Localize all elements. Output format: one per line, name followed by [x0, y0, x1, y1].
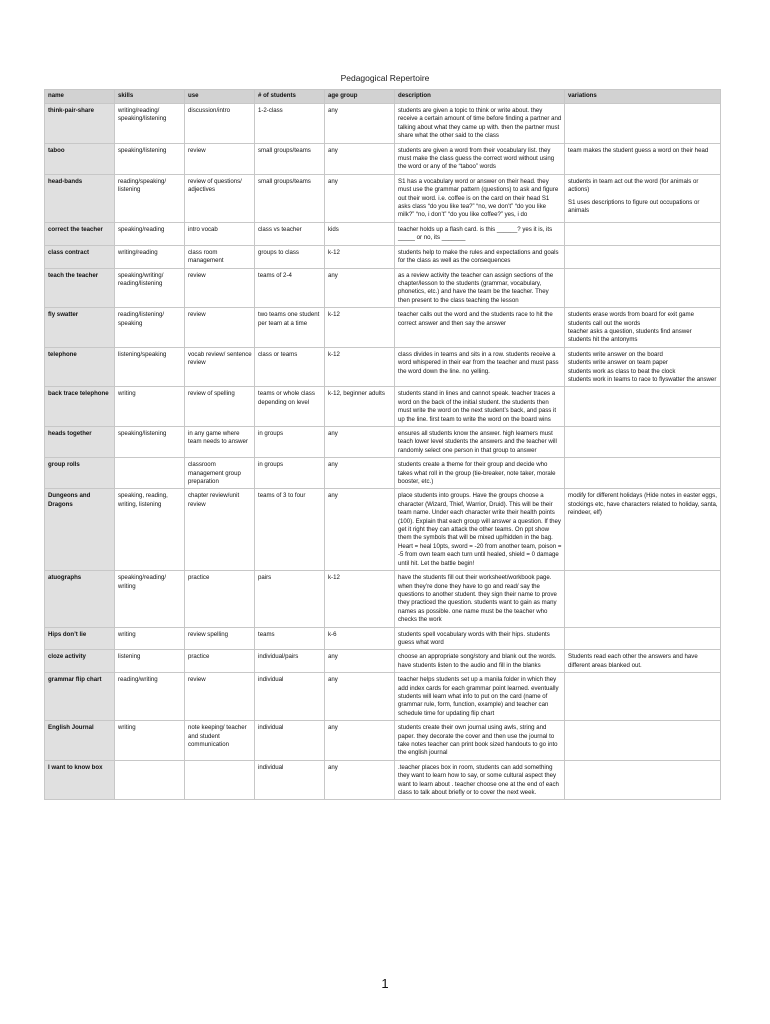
name-cell: Dungeons and Dragons [45, 489, 115, 571]
students-cell: small groups/teams [255, 143, 325, 174]
header-variations: variations [565, 90, 721, 104]
name-cell: telephone [45, 347, 115, 387]
variation-line: students in team act out the word (for animals or actions) [568, 177, 699, 194]
repertoire-table [44, 89, 721, 800]
table-body [45, 104, 721, 800]
description-cell: students spell vocabulary words with their hips. students guess what word [395, 627, 565, 650]
use-cell: discussion/intro [185, 104, 255, 144]
variation-line: students write answer on team paper [568, 359, 668, 367]
header-use: use [185, 90, 255, 104]
table-row [45, 387, 721, 427]
variations-cell [565, 104, 721, 144]
table-row [45, 174, 721, 222]
students-cell: pairs [255, 571, 325, 627]
students-cell: 1-2-class [255, 104, 325, 144]
age-group-cell: k-12 [325, 571, 395, 627]
skills-cell: reading/listening/ speaking [115, 308, 185, 348]
skills-cell: writing [115, 627, 185, 650]
table-row [45, 347, 721, 387]
table-row [45, 489, 721, 571]
variations-cell [565, 143, 721, 174]
age-group-cell: any [325, 489, 395, 571]
description-cell: students are given a topic to think or write about. they receive a certain amount of time before finding a partner and talking about what they came up with. then the partner must share what the other said to the class [395, 104, 565, 144]
skills-cell: reading/speaking/ listening [115, 174, 185, 222]
name-cell: correct the teacher [45, 222, 115, 245]
table-row [45, 673, 721, 721]
description-cell: ensures all students know the answer. high learners must teach lower level students the answers and the teacher will randomly select one person in that group to answer [395, 427, 565, 458]
description-cell: have the students fill out their worksheet/workbook page. when they’re done they have to go and read/ say the questions to another student. they sign their name to prove they practiced the question. students want to gain as many names as possible. one name must be the teacher who checks the work [395, 571, 565, 627]
description-cell: place students into groups. Have the groups choose a character (Wizard, Thief, Warrior, Druid). This will be their team name. Under each character write their health points (100). Explain that each group will answer a question. If they get it right they can attack the other teams. On ppt show them the symbols that will be mixed up/hidden in the bag. Heart = heal 10pts, sword = -20 from another team, poison = -5 from own team each turn until healed, shield = 0 damage until hit. Let the battle begin! [395, 489, 565, 571]
students-cell: class or teams [255, 347, 325, 387]
table-row [45, 245, 721, 268]
skills-cell: writing/reading [115, 245, 185, 268]
students-cell: individual [255, 721, 325, 761]
variation-line: students write answer on the board [568, 350, 663, 358]
table-header-row [45, 90, 721, 104]
use-cell: practice [185, 650, 255, 673]
variation-line: Students read each other the answers and have different areas blanked out. [568, 653, 698, 669]
document-title: Pedagogical Repertoire [340, 73, 430, 83]
table-row [45, 458, 721, 489]
header-skills: skills [115, 90, 185, 104]
students-cell: teams of 3 to four [255, 489, 325, 571]
name-cell: group rolls [45, 458, 115, 489]
students-cell: in groups [255, 458, 325, 489]
age-group-cell: any [325, 104, 395, 144]
age-group-cell: any [325, 650, 395, 673]
students-cell: individual/pairs [255, 650, 325, 673]
students-cell: groups to class [255, 245, 325, 268]
variation-line: students work as class to beat the clock [568, 367, 676, 375]
use-cell: class room management [185, 245, 255, 268]
age-group-cell: any [325, 673, 395, 721]
name-cell: head-bands [45, 174, 115, 222]
variations-cell [565, 721, 721, 761]
skills-cell: speaking/reading [115, 222, 185, 245]
header-description: description [395, 90, 565, 104]
skills-cell: speaking/writing/ reading/listening [115, 268, 185, 308]
students-cell: individual [255, 760, 325, 800]
name-cell: grammar flip chart [45, 673, 115, 721]
variation-line: modify for different holidays (Hide notes in easter eggs, stockings etc, have characters related to holiday, santa, reindeer, elf) [568, 492, 718, 517]
name-cell: English Journal [45, 721, 115, 761]
variation-line: students erase words from board for exit game [568, 311, 694, 319]
students-cell: class vs teacher [255, 222, 325, 245]
age-group-cell: any [325, 458, 395, 489]
table-row [45, 627, 721, 650]
header-age-group: age group [325, 90, 395, 104]
skills-cell: listening [115, 650, 185, 673]
use-cell: review [185, 268, 255, 308]
age-group-cell: k-12, beginner adults [325, 387, 395, 427]
name-cell: atuographs [45, 571, 115, 627]
age-group-cell: k-6 [325, 627, 395, 650]
variations-cell [565, 387, 721, 427]
use-cell: note keeping/ teacher and student communication [185, 721, 255, 761]
variations-cell [565, 489, 721, 571]
table-row [45, 650, 721, 673]
variations-cell [565, 427, 721, 458]
table-row [45, 104, 721, 144]
use-cell: vocab review/ sentence review [185, 347, 255, 387]
table-row [45, 760, 721, 800]
table-row [45, 222, 721, 245]
use-cell: review of spelling [185, 387, 255, 427]
use-cell: review [185, 673, 255, 721]
skills-cell: speaking, reading, writing, listening [115, 489, 185, 571]
skills-cell: writing [115, 721, 185, 761]
variations-cell [565, 245, 721, 268]
table-row [45, 308, 721, 348]
age-group-cell: k-12 [325, 347, 395, 387]
description-cell: as a review activity the teacher can assign sections of the chapter/lesson to the students (grammar, vocabulary, phonetics, etc.) and have the team be the teacher. They then present to the class teaching the lesson [395, 268, 565, 308]
variations-cell [565, 347, 721, 387]
variations-cell [565, 458, 721, 489]
description-cell: teacher calls out the word and the students race to hit the correct answer and then say the answer [395, 308, 565, 348]
description-cell: class divides in teams and sits in a row. students receive a word whispered in their ear from the teacher and must pass the word down the line. no yelling. [395, 347, 565, 387]
name-cell: taboo [45, 143, 115, 174]
variations-cell [565, 571, 721, 627]
name-cell: fly swatter [45, 308, 115, 348]
header-students: # of students [255, 90, 325, 104]
description-cell: teacher holds up a flash card. is this ______? yes it is, its _____ or no, its _______ [395, 222, 565, 245]
age-group-cell: k-12 [325, 308, 395, 348]
description-cell: students help to make the rules and expectations and goals for the class as well as the consequences [395, 245, 565, 268]
variations-cell [565, 268, 721, 308]
variations-cell [565, 650, 721, 673]
use-cell: intro vocab [185, 222, 255, 245]
students-cell: small groups/teams [255, 174, 325, 222]
name-cell: think-pair-share [45, 104, 115, 144]
name-cell: teach the teacher [45, 268, 115, 308]
skills-cell: listening/speaking [115, 347, 185, 387]
page-number: 1 [381, 976, 389, 991]
skills-cell: speaking/reading/ writing [115, 571, 185, 627]
variations-cell [565, 222, 721, 245]
age-group-cell: any [325, 268, 395, 308]
age-group-cell: any [325, 760, 395, 800]
students-cell: teams [255, 627, 325, 650]
description-cell: .teacher places box in room, students can add something they want to learn how to say, or some cultural aspect they want to learn about . teacher choose one at the end of each class to talk about briefly or to cover the next week. [395, 760, 565, 800]
description-cell: students create their own journal using awls, string and paper. they decorate the cover and then use the journal to take notes teacher can print book sized handouts to go into the english journal [395, 721, 565, 761]
name-cell: heads together [45, 427, 115, 458]
age-group-cell: any [325, 721, 395, 761]
use-cell: review of questions/ adjectives [185, 174, 255, 222]
variation-line: students call out the words [568, 319, 641, 327]
age-group-cell: k-12 [325, 245, 395, 268]
description-cell: teacher helps students set up a manila folder in which they add index cards for each grammar point learned. eventually students will learn what info to put on the card (name of grammar rule, form, function, example) and teacher can schedule time for updating flip chart [395, 673, 565, 721]
variation-line: S1 uses descriptions to figure out occupations or animals [568, 198, 700, 215]
name-cell: class contract [45, 245, 115, 268]
students-cell: individual [255, 673, 325, 721]
use-cell: in any game where team needs to answer [185, 427, 255, 458]
name-cell: back trace telephone [45, 387, 115, 427]
use-cell: review [185, 308, 255, 348]
variations-cell [565, 760, 721, 800]
students-cell: in groups [255, 427, 325, 458]
name-cell: Hips don’t lie [45, 627, 115, 650]
description-cell: students stand in lines and cannot speak. teacher traces a word on the back of the initial student. the students then must write the word on the next student’s back, and pass it up the line. first team to write the word on the board wins [395, 387, 565, 427]
table-row [45, 268, 721, 308]
variations-cell [565, 174, 721, 222]
skills-cell: writing [115, 387, 185, 427]
description-cell: S1 has a vocabulary word or answer on their head. they must use the grammar pattern (questions) to ask and figure out their word. i.e. coffee is on the card on their head S1 asks class “do you like tea?” “no, we don’t” “do you like milk?” “no, i don’t” “do you like coffee?” yes, i do [395, 174, 565, 222]
table-row [45, 143, 721, 174]
skills-cell: speaking/listening [115, 143, 185, 174]
variation-line: students work in teams to race to flyswatter the answer [568, 375, 717, 383]
header-name: name [45, 90, 115, 104]
variations-cell [565, 627, 721, 650]
students-cell: teams or whole class depending on level [255, 387, 325, 427]
age-group-cell: any [325, 174, 395, 222]
use-cell [185, 760, 255, 800]
skills-cell [115, 458, 185, 489]
students-cell: two teams one student per team at a time [255, 308, 325, 348]
description-cell: students are given a word from their vocabulary list. they must make the class guess the correct word without using the word or any of the “taboo” words [395, 143, 565, 174]
variation-line: teacher asks a question, students find answer [568, 327, 692, 335]
table-row [45, 427, 721, 458]
use-cell: classroom management group preparation [185, 458, 255, 489]
name-cell: cloze activity [45, 650, 115, 673]
skills-cell: speaking/listening [115, 427, 185, 458]
use-cell: practice [185, 571, 255, 627]
table-row [45, 721, 721, 761]
use-cell: chapter review/unit review [185, 489, 255, 571]
variation-line: students hit the antonyms [568, 336, 638, 344]
age-group-cell: any [325, 143, 395, 174]
name-cell: I want to know box [45, 760, 115, 800]
age-group-cell: kids [325, 222, 395, 245]
description-cell: choose an appropriate song/story and blank out the words. have students listen to the audio and fill in the blanks [395, 650, 565, 673]
students-cell: teams of 2-4 [255, 268, 325, 308]
variations-cell [565, 308, 721, 348]
skills-cell: writing/reading/ speaking/listening [115, 104, 185, 144]
table-row [45, 571, 721, 627]
age-group-cell: any [325, 427, 395, 458]
description-cell: students create a theme for their group and decide who takes what roll in the group (tie-breaker, note taker, morale booster, etc.) [395, 458, 565, 489]
variation-line: team makes the student guess a word on their head [568, 146, 709, 154]
skills-cell: reading/writing [115, 673, 185, 721]
use-cell: review spelling [185, 627, 255, 650]
use-cell: review [185, 143, 255, 174]
variations-cell [565, 673, 721, 721]
skills-cell [115, 760, 185, 800]
